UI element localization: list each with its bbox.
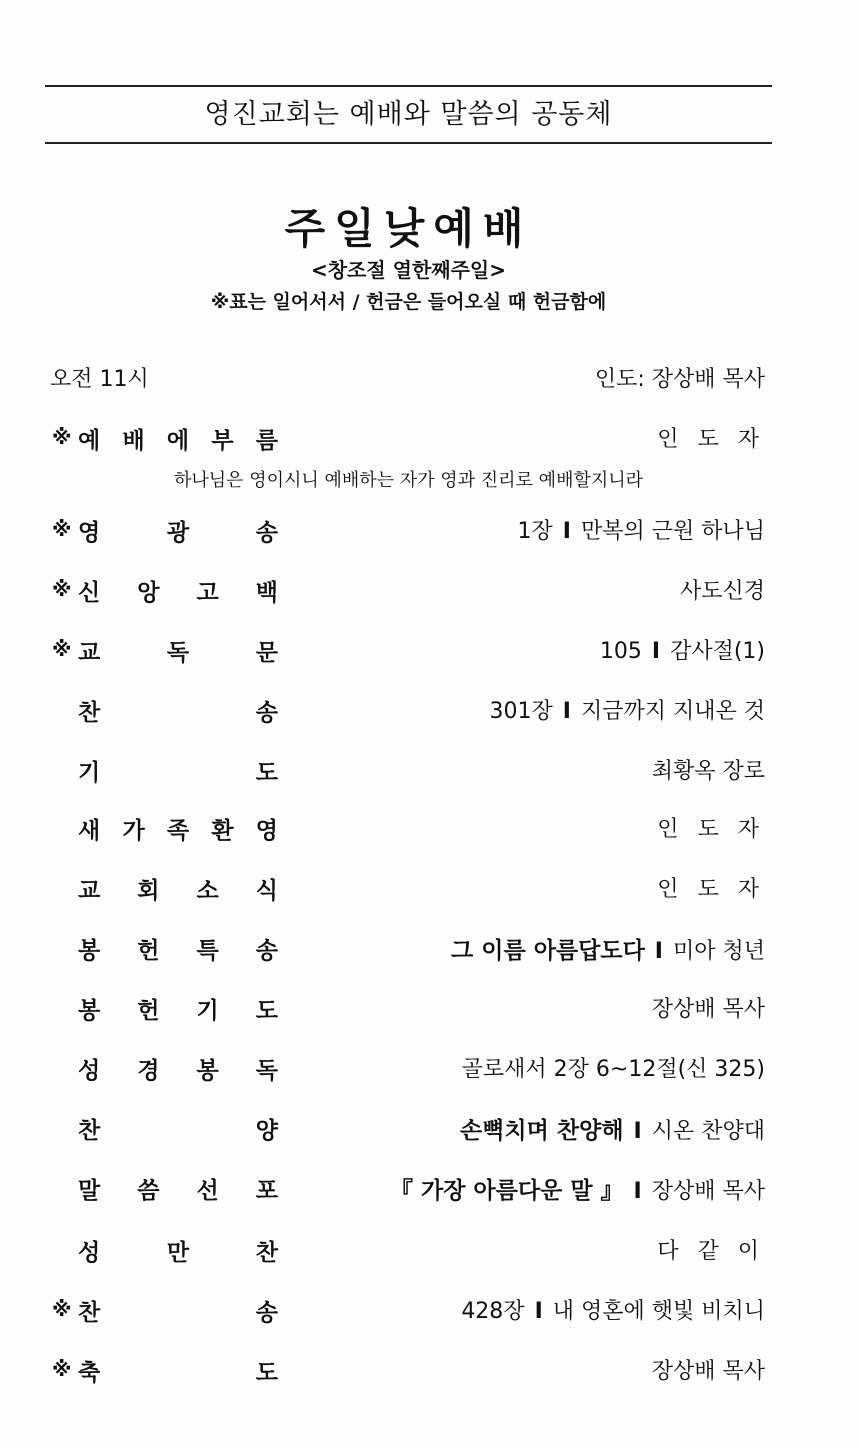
order-item-label [78, 574, 278, 607]
order-item-subdetail: 장상배 목사 [651, 1179, 765, 1204]
order-item [52, 1234, 765, 1270]
label-char: 경 [137, 1058, 160, 1084]
label-char: 도 [255, 1360, 278, 1386]
order-item [52, 694, 765, 730]
order-item-subdetail: 미아 청년 [672, 939, 765, 964]
label-char: 독 [166, 640, 190, 666]
label-char: 찬 [255, 1240, 278, 1266]
label-char: 회 [137, 878, 160, 904]
order-item-content [518, 514, 765, 545]
label-char: 에 [166, 428, 190, 454]
order-item-detail: 1장 [517, 519, 553, 544]
order-item-detail: 301장 [489, 699, 553, 724]
label-char: 기 [196, 998, 219, 1024]
order-item [52, 1354, 765, 1390]
order-item-content [461, 1294, 765, 1325]
order-item-content [657, 812, 765, 843]
label-char: 소 [196, 878, 219, 904]
top-rule [45, 85, 772, 87]
order-item-detail: 다 같 이 [657, 1239, 765, 1264]
service-notice: ※표는 일어서서 / 헌금은 들어오실 때 헌금함에 [210, 291, 607, 313]
label-char: 백 [255, 580, 278, 606]
label-char: 영 [78, 520, 101, 546]
order-item-label [78, 1172, 278, 1205]
label-char: 송 [255, 1300, 278, 1326]
order-item-content [490, 694, 765, 725]
order-item [52, 754, 765, 790]
label-char: 봉 [196, 1058, 219, 1084]
order-item-content [680, 574, 765, 605]
order-item-label [78, 812, 278, 845]
separator: I [534, 1299, 543, 1324]
order-item-detail: 428장 [461, 1299, 525, 1324]
label-char: 양 [255, 1118, 278, 1144]
order-item-detail: 그 이름 아름답도다 [451, 938, 645, 964]
label-char: 찬 [78, 700, 101, 726]
label-char: 찬 [78, 1118, 101, 1144]
service-leader: 인도: 장상배 목사 [594, 367, 765, 392]
label-char: 교 [78, 878, 101, 904]
standing-mark: ※ [52, 577, 72, 601]
order-item-detail: 인 도 자 [657, 427, 765, 452]
order-item-detail: 최황옥 장로 [651, 759, 765, 784]
order-item [52, 422, 765, 458]
order-item [52, 1052, 765, 1088]
order-item-detail: 인 도 자 [657, 877, 765, 902]
order-item-label [78, 754, 278, 787]
label-char: 가 [122, 818, 145, 844]
label-char: 부 [211, 428, 234, 454]
order-item-label [78, 634, 278, 667]
order-item-content [462, 1052, 765, 1083]
order-item [52, 932, 765, 968]
order-item-subdetail: 지금까지 지내온 것 [580, 699, 765, 724]
order-item-detail: 장상배 목사 [651, 1359, 765, 1384]
separator: I [651, 639, 661, 664]
bottom-rule [45, 142, 772, 144]
separator: I [562, 699, 571, 724]
order-item-subdetail: 시온 찬양대 [651, 1119, 765, 1144]
label-char: 축 [78, 1360, 101, 1386]
order-item-detail: 인 도 자 [657, 817, 765, 842]
call-to-worship-verse: 하나님은 영이시니 예배하는 자가 영과 진리로 예배할지니라 [173, 470, 644, 491]
label-char: 봉 [78, 938, 101, 964]
label-char: 름 [255, 428, 278, 454]
label-char: 포 [255, 1178, 278, 1204]
order-item-content [652, 754, 765, 785]
label-char: 식 [255, 878, 278, 904]
order-item-content [657, 422, 765, 453]
label-char: 영 [255, 818, 278, 844]
order-item-detail: 105 [599, 639, 642, 664]
label-char: 송 [255, 938, 278, 964]
standing-mark: ※ [52, 1297, 72, 1321]
label-char: 교 [78, 640, 101, 666]
order-item-content [460, 1112, 765, 1145]
order-item [52, 1294, 765, 1330]
service-subtitle: <창조절 열한째주일> [310, 258, 507, 282]
order-item-content [657, 872, 765, 903]
label-char: 성 [78, 1058, 101, 1084]
order-item [52, 1172, 765, 1208]
label-char: 만 [166, 1240, 190, 1266]
label-char: 말 [78, 1178, 101, 1204]
label-char: 도 [255, 998, 278, 1024]
standing-mark: ※ [52, 425, 72, 449]
separator: I [633, 1119, 642, 1144]
standing-mark: ※ [52, 1357, 72, 1381]
label-char: 광 [166, 520, 190, 546]
label-char: 배 [122, 428, 145, 454]
order-item [52, 634, 765, 670]
order-item-content [451, 932, 765, 965]
label-char: 앙 [137, 580, 160, 606]
separator: I [654, 939, 663, 964]
order-item-label [78, 1354, 278, 1387]
label-char: 헌 [137, 998, 160, 1024]
order-item [52, 1112, 765, 1148]
order-item-label [78, 1234, 278, 1267]
order-item-content [390, 1172, 765, 1205]
order-item-content [652, 1354, 765, 1385]
order-item-subdetail: 감사절(1) [670, 639, 765, 664]
label-char: 찬 [78, 1300, 101, 1326]
order-item-content [652, 992, 765, 1023]
order-item-label [78, 1294, 278, 1327]
service-title: 주일낮예배 [284, 204, 533, 253]
label-char: 예 [78, 428, 101, 454]
label-char: 헌 [137, 938, 160, 964]
label-char: 선 [196, 1178, 219, 1204]
order-item-label [78, 694, 278, 727]
order-item-label [78, 422, 278, 455]
label-char: 특 [196, 938, 219, 964]
order-item-detail: 장상배 목사 [651, 997, 765, 1022]
order-item-label [78, 514, 278, 547]
church-motto: 영진교회는 예배와 말씀의 공동체 [204, 99, 613, 130]
order-item [52, 574, 765, 610]
standing-mark: ※ [52, 517, 72, 541]
label-char: 송 [255, 520, 278, 546]
order-item-label [78, 932, 278, 965]
separator: I [633, 1179, 642, 1204]
label-char: 성 [78, 1240, 101, 1266]
order-item-label [78, 1052, 278, 1085]
order-item [52, 872, 765, 908]
order-item [52, 992, 765, 1028]
label-char: 족 [166, 818, 190, 844]
label-char: 독 [255, 1058, 278, 1084]
order-item-detail: 『 가장 아름다운 말 』 [389, 1178, 624, 1204]
label-char: 송 [255, 700, 278, 726]
label-char: 봉 [78, 998, 101, 1024]
label-char: 기 [78, 760, 101, 786]
order-item-label [78, 872, 278, 905]
order-item-detail: 손뼉치며 찬양해 [460, 1118, 624, 1144]
order-item-detail: 사도신경 [679, 579, 765, 604]
standing-mark: ※ [52, 637, 72, 661]
label-char: 문 [255, 640, 278, 666]
service-time: 오전 11시 [50, 367, 149, 392]
order-item-label [78, 1112, 278, 1145]
separator: I [562, 519, 571, 544]
label-char: 씀 [137, 1178, 160, 1204]
order-item-content [657, 1234, 765, 1265]
order-item [52, 812, 765, 848]
label-char: 신 [78, 580, 101, 606]
label-char: 고 [196, 580, 219, 606]
order-item-detail: 골로새서 2장 6~12절(신 325) [461, 1057, 765, 1082]
order-item-subdetail: 만복의 근원 하나님 [580, 519, 765, 544]
label-char: 도 [255, 760, 278, 786]
order-item-content [600, 634, 765, 665]
order-item-label [78, 992, 278, 1025]
label-char: 환 [211, 818, 234, 844]
label-char: 새 [78, 818, 101, 844]
order-item-subdetail: 내 영혼에 햇빛 비치니 [552, 1299, 765, 1324]
order-item [52, 514, 765, 550]
